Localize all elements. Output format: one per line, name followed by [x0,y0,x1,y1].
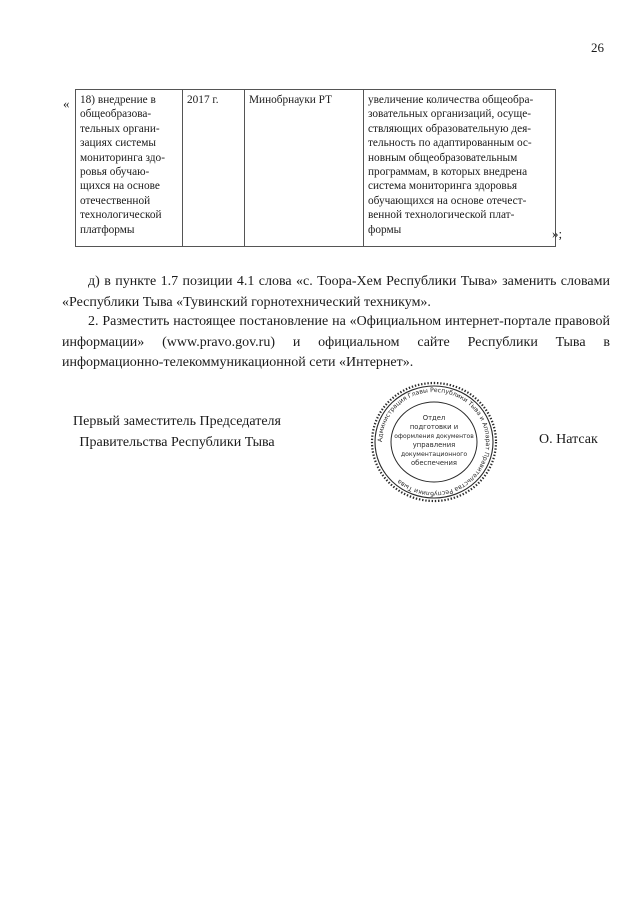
svg-text:управления: управления [412,441,456,449]
svg-text:Отдел: Отдел [422,414,446,422]
opening-quote: « [63,96,70,111]
table-row [76,90,556,247]
signatory-name: О. Натсак [539,432,598,447]
signatory-title [62,412,292,453]
table-cell-responsible: Минобрнауки РТ [245,90,364,247]
signatory-title-line-1: Первый заместитель Председателя [73,414,281,429]
amendment-table [75,89,556,247]
svg-text:Администрация Главы Республики: Администрация Главы Республики Тыва и Аппарат Правительства Республики Тыва [376,386,492,498]
svg-text:оформления документов: оформления документов [394,433,474,440]
table-cell-year: 2017 г. [183,90,245,247]
official-seal-icon [369,380,499,504]
page-number: 26 [591,40,604,55]
signatory-title-line-2: Правительства Республики Тыва [79,434,275,450]
svg-text:документационного: документационного [400,451,468,458]
paragraph-publication: 2. Разместить настоящее постановление на «Официальном интернет-портале правовой информации» (www.pravo.gov.ru) и официальном сайте Республики Тыва в информационно-телекоммуникационной сети «Интернет». [62,314,610,370]
svg-text:подготовки и: подготовки и [409,423,459,431]
table-cell-measure: 18) внедрение в общеобразова- тельных органи- зациях системы мониторинга здо- ровья обучаю- щихся на основе отечественной технологической платформы [76,90,183,247]
table-cell-result: увеличение количества общеобра- зовательных организаций, осуще- ствляющих образовательную дея- тельность по адаптированным ос- новным общеобразовательным программам, в которых внедрена система мониторинга здоровья обучающихся на основе отечест- венной технологической плат- формы [364,90,556,247]
closing-quote: »; [552,226,563,241]
paragraph-amendment-d: д) в пункте 1.7 позиции 4.1 слова «с. Тоора-Хем Республики Тыва» заменить словами «Республики Тыва «Тувинский горнотехнический техникум». [62,274,610,310]
svg-text:обеспечения: обеспечения [410,459,458,467]
